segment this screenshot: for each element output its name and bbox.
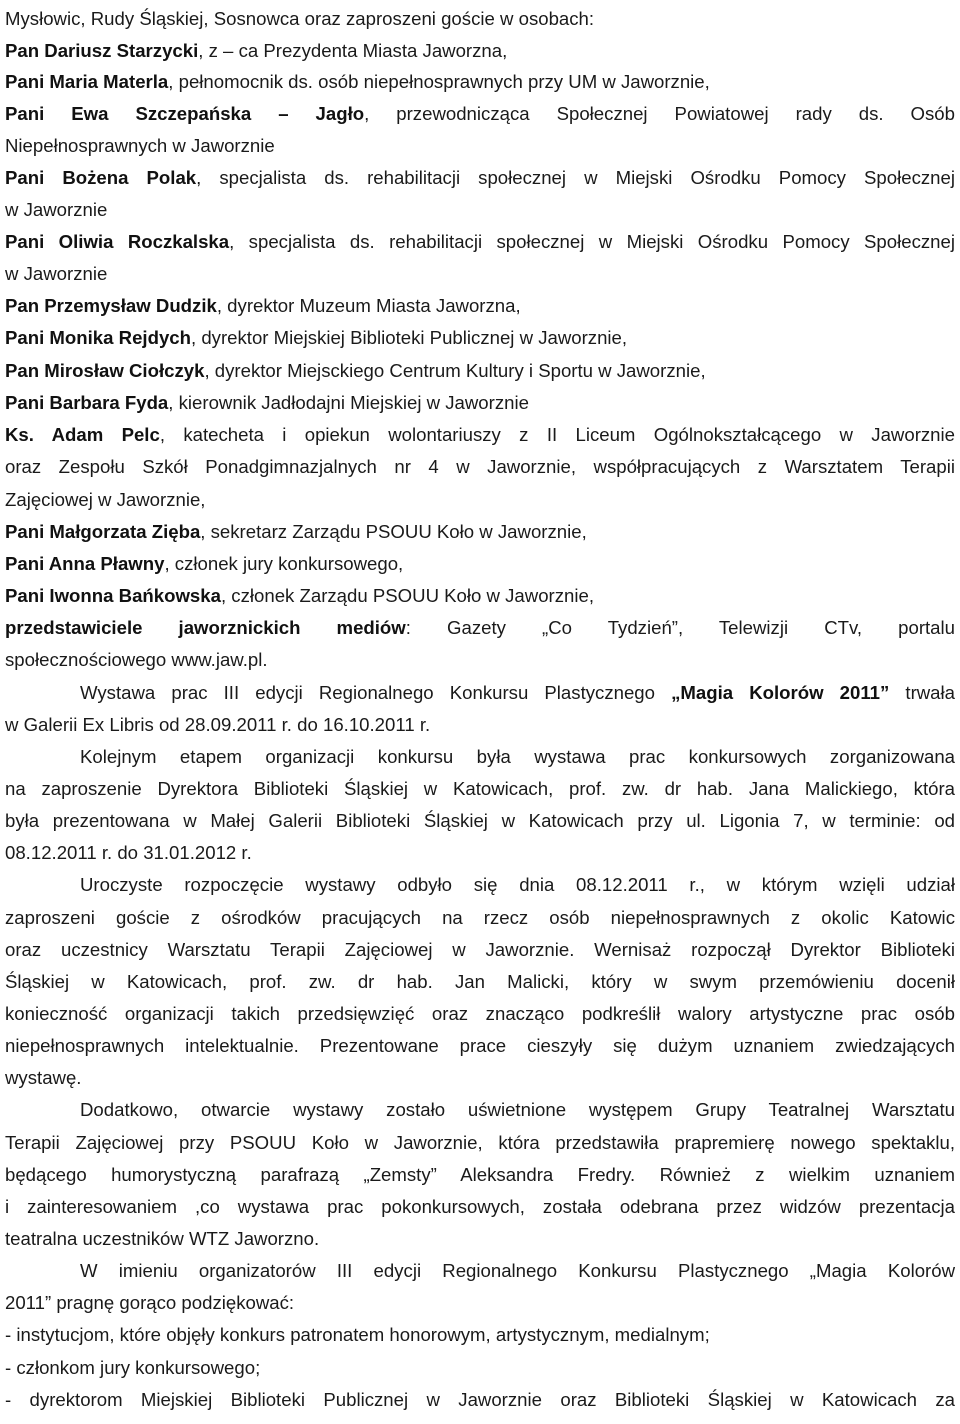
text-line bbox=[5, 451, 955, 483]
text-span: Wystawa prac III edycji Regionalnego Konkursu Plastycznego bbox=[80, 682, 672, 703]
text-span: , dyrektor Miejsckiego Centrum Kultury i Sportu w Jaworznie, bbox=[204, 360, 706, 381]
text-span: była prezentowana w Małej Galerii Biblioteki Śląskiej w Katowicach przy ul. Ligonia 7, w terminie: od bbox=[5, 810, 955, 831]
bold-text: Pani Barbara Fyda bbox=[5, 392, 169, 413]
text-span: , członek jury konkursowego, bbox=[164, 553, 404, 574]
text-line bbox=[5, 1287, 955, 1319]
bold-text: Pani Bożena Polak bbox=[5, 167, 197, 188]
text-span: W imieniu organizatorów III edycji Regionalnego Konkursu Plastycznego „Magia Kolorów bbox=[80, 1260, 955, 1281]
text-line bbox=[5, 1384, 955, 1416]
bold-text: Pan Mirosław Ciołczyk bbox=[5, 360, 205, 381]
text-span: 08.12.2011 r. do 31.01.2012 r. bbox=[5, 842, 252, 863]
bold-text: „Magia Kolorów 2011” bbox=[671, 682, 890, 703]
text-line bbox=[5, 226, 955, 258]
text-line bbox=[5, 1352, 955, 1384]
text-line bbox=[5, 1159, 955, 1191]
text-line bbox=[5, 1255, 955, 1287]
text-span: Mysłowic, Rudy Śląskiej, Sosnowca oraz zaproszeni goście w osobach: bbox=[5, 8, 595, 29]
text-line bbox=[5, 548, 955, 580]
text-span: Zajęciowej w Jaworznie, bbox=[5, 489, 206, 510]
text-span: 2011” pragnę gorąco podziękować: bbox=[5, 1292, 295, 1313]
text-span: , specjalista ds. rehabilitacji społecznej w Miejski Ośrodku Pomocy Społecznej bbox=[196, 167, 955, 188]
text-line bbox=[5, 869, 955, 901]
text-line bbox=[5, 998, 955, 1030]
bold-text: Pani Monika Rejdych bbox=[5, 327, 191, 348]
text-span: zaproszeni goście z ośrodków pracujących na rzecz osób niepełnosprawnych z okolic Katowic bbox=[5, 907, 955, 928]
text-span: oraz Zespołu Szkół Ponadgimnazjalnych nr 4 w Jaworznie, współpracujących z Warsztatem Terapii bbox=[5, 456, 955, 477]
text-span: Uroczyste rozpoczęcie wystawy odbyło się dnia 08.12.2011 r., w którym wzięli udział bbox=[80, 874, 955, 895]
text-line bbox=[5, 66, 955, 98]
text-span: , dyrektor Muzeum Miasta Jaworzna, bbox=[216, 295, 521, 316]
text-span: , z – ca Prezydenta Miasta Jaworzna, bbox=[198, 40, 508, 61]
bold-text: Pan Przemysław Dudzik bbox=[5, 295, 217, 316]
text-span: społecznościowego www.jaw.pl. bbox=[5, 649, 268, 670]
text-line bbox=[5, 35, 955, 67]
text-span: w Galerii Ex Libris od 28.09.2011 r. do 16.10.2011 r. bbox=[5, 714, 431, 735]
text-line bbox=[5, 644, 955, 676]
text-span: , katecheta i opiekun wolontariuszy z II Liceum Ogólnokształcącego w Jaworznie bbox=[159, 424, 955, 445]
text-line bbox=[5, 516, 955, 548]
bold-text: Ks. Adam Pelc bbox=[5, 424, 160, 445]
text-span: : Gazety „Co Tydzień”, Telewizji CTv, portalu bbox=[405, 617, 955, 638]
text-span: Śląskiej w Katowicach, prof. zw. dr hab. Jan Malicki, który w swym przemówieniu docenił bbox=[5, 971, 955, 992]
text-line bbox=[5, 98, 955, 130]
text-line bbox=[5, 322, 955, 354]
text-span: oraz uczestnicy Warsztatu Terapii Zajęciowej w Jaworznie. Wernisaż rozpoczął Dyrektor Biblioteki bbox=[5, 939, 955, 960]
text-span: - instytucjom, które objęły konkurs patronatem honorowym, artystycznym, medialnym; bbox=[5, 1324, 710, 1345]
text-span: , kierownik Jadłodajni Miejskiej w Jaworznie bbox=[168, 392, 529, 413]
text-span: w Jaworznie bbox=[5, 263, 108, 284]
text-span: Niepełnosprawnych w Jaworznie bbox=[5, 135, 275, 156]
bold-text: Pani Maria Materla bbox=[5, 71, 169, 92]
text-span: Dodatkowo, otwarcie wystawy zostało uświetnione występem Grupy Teatralnej Warsztatu bbox=[80, 1099, 955, 1120]
text-line bbox=[5, 1094, 955, 1126]
text-line bbox=[5, 387, 955, 419]
text-line bbox=[5, 837, 955, 869]
text-line bbox=[5, 709, 955, 741]
text-span: niepełnosprawnych intelektualnie. Prezentowane prace cieszyły się dużym uznaniem zwiedzających bbox=[5, 1035, 955, 1056]
text-line bbox=[5, 966, 955, 998]
text-span: , specjalista ds. rehabilitacji społecznej w Miejski Ośrodku Pomocy Społecznej bbox=[229, 231, 955, 252]
text-line bbox=[5, 805, 955, 837]
text-span: wystawę. bbox=[5, 1067, 82, 1088]
text-span: na zaproszenie Dyrektora Biblioteki Śląskiej w Katowicach, prof. zw. dr hab. Jana Malickiego, która bbox=[5, 778, 955, 799]
text-line bbox=[5, 612, 955, 644]
text-line bbox=[5, 194, 955, 226]
text-line bbox=[5, 1062, 955, 1094]
text-span: będącego humorystyczną parafrazą „Zemsty” Aleksandra Fredry. Również z wielkim uznaniem bbox=[5, 1164, 955, 1185]
text-span: , pełnomocnik ds. osób niepełnosprawnych przy UM w Jaworznie, bbox=[168, 71, 710, 92]
bold-text: Pan Dariusz Starzycki bbox=[5, 40, 199, 61]
text-line bbox=[5, 902, 955, 934]
text-span: , dyrektor Miejskiej Biblioteki Publicznej w Jaworznie, bbox=[190, 327, 628, 348]
text-span: w Jaworznie bbox=[5, 199, 108, 220]
text-line bbox=[5, 484, 955, 516]
text-line bbox=[5, 290, 955, 322]
bold-text: Pani Małgorzata Zięba bbox=[5, 521, 201, 542]
text-line bbox=[5, 1191, 955, 1223]
text-span: - dyrektorom Miejskiej Biblioteki Publicznej w Jaworznie oraz Biblioteki Śląskiej w Katowicach za bbox=[5, 1389, 955, 1410]
text-span: trwała bbox=[889, 682, 955, 703]
text-line bbox=[5, 1223, 955, 1255]
text-line bbox=[5, 1319, 955, 1351]
text-line bbox=[5, 741, 955, 773]
bold-text: Pani Anna Pławny bbox=[5, 553, 165, 574]
text-line bbox=[5, 419, 955, 451]
bold-text: Pani Ewa Szczepańska – Jagło bbox=[5, 103, 365, 124]
text-span: Kolejnym etapem organizacji konkursu była wystawa prac konkursowych zorganizowana bbox=[80, 746, 955, 767]
text-span: , członek Zarządu PSOUU Koło w Jaworznie, bbox=[220, 585, 595, 606]
text-span: konieczność organizacji takich przedsięwzięć oraz znacząco podkreślił walory artystyczne prac osób bbox=[5, 1003, 955, 1024]
bold-text: przedstawiciele jaworznickich mediów bbox=[5, 617, 406, 638]
text-line bbox=[5, 3, 955, 35]
bold-text: Pani Iwonna Bańkowska bbox=[5, 585, 221, 606]
text-span: i zainteresowaniem ,co wystawa prac pokonkursowych, została odebrana przez widzów prezentacja bbox=[5, 1196, 955, 1217]
text-span: , sekretarz Zarządu PSOUU Koło w Jaworznie, bbox=[200, 521, 587, 542]
text-line bbox=[5, 677, 955, 709]
text-span: Terapii Zajęciowej przy PSOUU Koło w Jaworznie, która przedstawiła prapremierę nowego spektaklu, bbox=[5, 1132, 955, 1153]
bold-text: Pani Oliwia Roczkalska bbox=[5, 231, 230, 252]
text-span: - członkom jury konkursowego; bbox=[5, 1357, 261, 1378]
text-line bbox=[5, 1127, 955, 1159]
text-line bbox=[5, 355, 955, 387]
text-line bbox=[5, 162, 955, 194]
text-line bbox=[5, 130, 955, 162]
text-span: teatralna uczestników WTZ Jaworzno. bbox=[5, 1228, 320, 1249]
text-line bbox=[5, 1030, 955, 1062]
text-span: , przewodnicząca Społecznej Powiatowej rady ds. Osób bbox=[364, 103, 955, 124]
text-line bbox=[5, 773, 955, 805]
text-line bbox=[5, 580, 955, 612]
text-line bbox=[5, 934, 955, 966]
text-line bbox=[5, 258, 955, 290]
